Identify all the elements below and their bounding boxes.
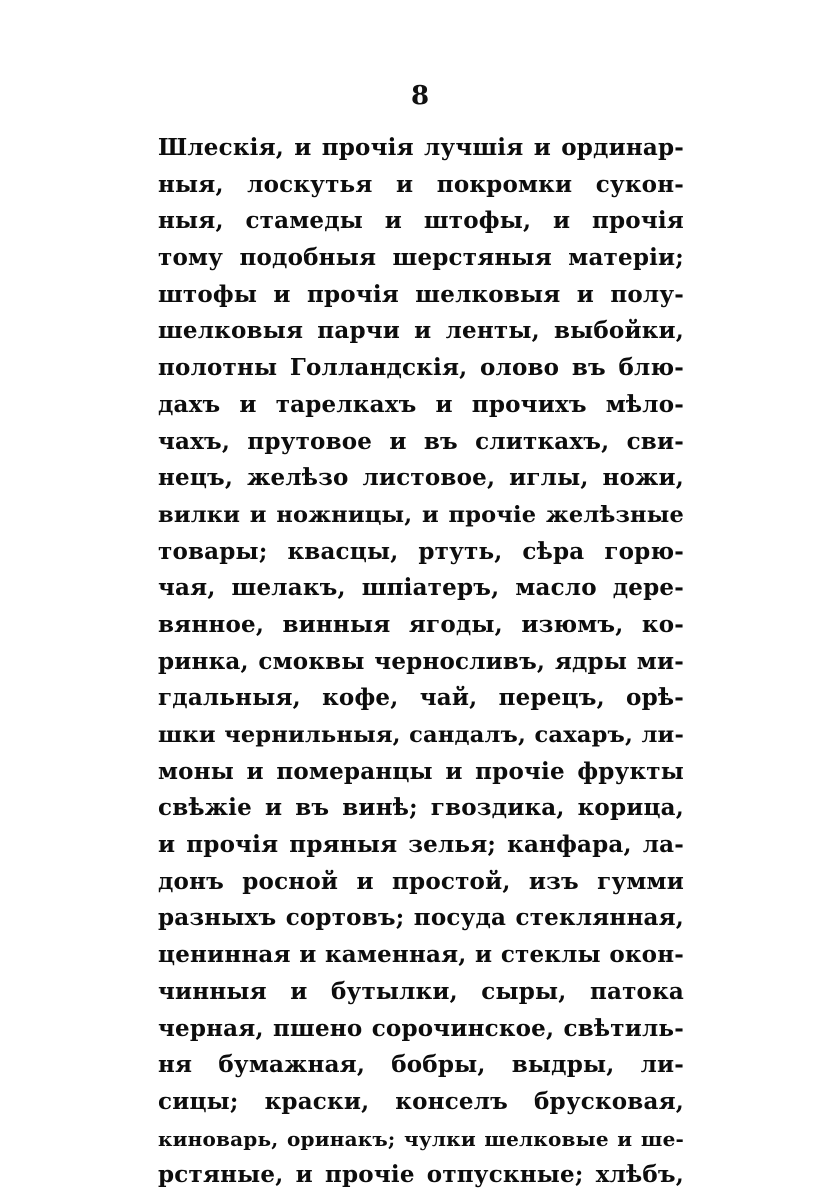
text-line: и прочія пряныя зелья; канфара, ла-	[158, 831, 684, 859]
page-number: 8	[410, 81, 430, 111]
text-line: тому подобныя шерстяныя матеріи;	[158, 244, 684, 272]
text-line: моны и померанцы и прочіе фрукты	[158, 757, 684, 785]
text-line: чая, шелакъ, шпіатеръ, масло дере-	[158, 574, 684, 602]
text-line: вилки и ножницы, и прочіе желѣзные	[158, 501, 684, 528]
text-line: разныхъ сортовъ; посуда стеклянная,	[158, 904, 684, 932]
text-line: дахъ и тарелкахъ и прочихъ мѣло-	[158, 390, 684, 418]
text-line: сицы; краски, конселъ брусковая,	[158, 1087, 684, 1115]
text-line: донъ росной и простой, изъ гумми	[158, 867, 684, 895]
text-line: Шлескія, и прочія лучшія и ординар-	[158, 134, 684, 161]
text-line: киноварь, оринакъ; чулки шелковые и ше-	[158, 1126, 684, 1151]
body-text	[158, 130, 684, 1194]
text-line: ринка, смоквы черносливъ, ядры ми-	[158, 647, 684, 675]
text-line: ценинная и каменная, и стеклы окон-	[158, 941, 684, 969]
text-line: свѣжіе и въ винѣ; гвоздика, корица,	[158, 794, 684, 822]
text-line: ня бумажная, бобры, выдры, ли-	[158, 1051, 684, 1079]
text-line: шелковыя парчи и ленты, выбойки,	[158, 317, 684, 345]
text-line: товары; квасцы, ртуть, сѣра горю-	[158, 537, 684, 565]
text-line: гдальныя, кофе, чай, перецъ, орѣ-	[158, 684, 684, 712]
text-line: вянное, винныя ягоды, изюмъ, ко-	[158, 610, 684, 638]
text-line: рстяные, и прочіе отпускные; хлѣбъ,	[158, 1161, 684, 1189]
text-line: шки чернильныя, сандалъ, сахаръ, ли-	[158, 722, 684, 748]
text-line: полотны Голландскія, олово въ блю-	[158, 354, 684, 382]
text-line: чинныя и бутылки, сыры, патока	[158, 977, 684, 1005]
text-line: черная, пшено сорочинское, свѣтиль-	[158, 1014, 684, 1042]
text-line: штофы и прочія шелковыя и полу-	[158, 280, 684, 308]
text-line: ныя, стамеды и штофы, и прочія	[158, 207, 684, 235]
text-line: ныя, лоскутья и покромки сукон-	[158, 170, 684, 198]
text-line: чахъ, прутовое и въ слиткахъ, сви-	[158, 427, 684, 455]
text-line: нецъ, желѣзо листовое, иглы, ножи,	[158, 464, 684, 492]
